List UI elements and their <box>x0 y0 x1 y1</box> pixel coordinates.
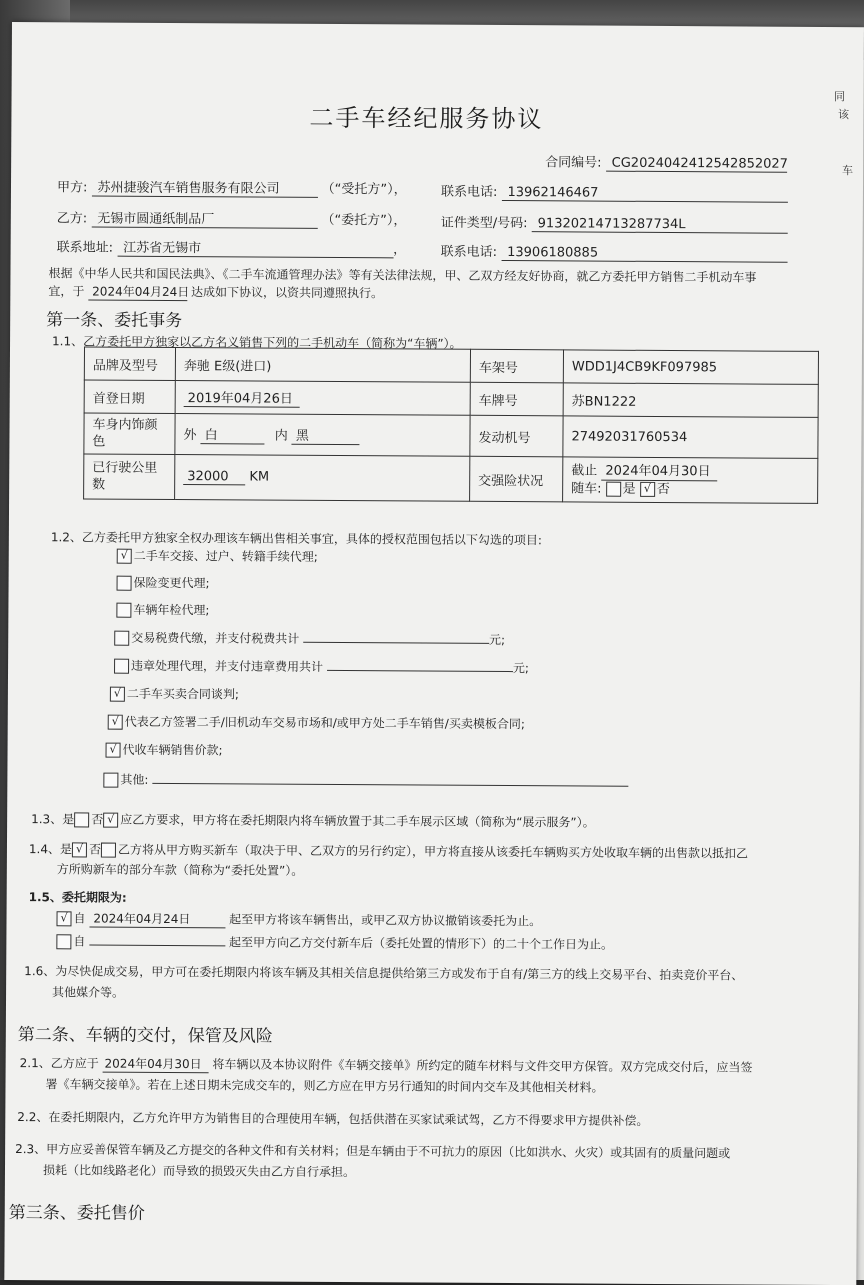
tax-amount-field[interactable] <box>303 630 489 644</box>
address-value: 江苏省无锡市 <box>117 237 393 259</box>
option-4-checkbox[interactable] <box>114 631 129 646</box>
exterior-color: 白 <box>201 424 265 444</box>
brand-label: 品牌及型号 <box>84 347 175 381</box>
option-item: 车辆年检代理; <box>116 601 209 619</box>
mileage-label: 已行驶公里数 <box>84 454 175 500</box>
reg-value: 2019年04月26日 <box>184 387 300 408</box>
interior-color: 黑 <box>292 425 360 445</box>
article-2-heading: 第二条、车辆的交付，保管及风险 <box>17 1025 273 1047</box>
clause-1-1: 1.1、乙方委托甲方独家以乙方名义销售下列的二手机动车（简称为“车辆”）。 <box>52 334 462 351</box>
insurance-cell: 截止 2024年04月30日 随车: 是 √ 否 <box>563 457 818 504</box>
clause-2-1-line-1: 2.1、乙方应于 2024年04月30日 将车辆以及本协议附件《车辆交接单》所约定的随车材料与文件交甲方保管。双方完成交付后，应当签 <box>19 1056 753 1075</box>
clause-1-3: 1.3、是 否 √ 应乙方要求，甲方将在委托期限内将车辆放置于其二手车展示区域（简称为“展示服务”）。 <box>31 812 595 830</box>
option-item: √ 二手车交接、过户、转籍手续代理; <box>117 547 318 565</box>
clause-2-2: 2.2、在委托期限内，乙方允许甲方为销售目的合理使用车辆，包括供潜在买家试乘试驾，乙方不得要求甲方提供补偿。 <box>17 1110 649 1128</box>
option-1-checkbox[interactable]: √ <box>117 549 132 564</box>
engine-value: 27492031760534 <box>563 416 818 459</box>
term-a-date: 2024年04月24日 <box>89 909 225 928</box>
brand-value: 奔驰 E级(进口) <box>175 348 470 383</box>
term-b-checkbox[interactable] <box>56 934 71 949</box>
option-2-checkbox[interactable] <box>117 576 132 591</box>
color-cell: 外 白 内 黑 <box>175 414 470 457</box>
address-row: 联系地址: 江苏省无锡市 ， <box>57 236 407 258</box>
plate-label: 车牌号 <box>470 382 563 416</box>
clause-1-4-line-2: 方所购新车的部分车款（简称为“委托处置”）。 <box>56 862 304 878</box>
article-1-heading: 第一条、委托事务 <box>46 310 183 332</box>
table-row <box>84 454 818 503</box>
option-5-checkbox[interactable] <box>114 659 129 674</box>
edge-text: 车 <box>842 164 853 177</box>
table-row <box>84 347 818 384</box>
plate-value: 苏BN1222 <box>563 383 818 418</box>
mileage-cell: 32000 KM <box>175 455 470 502</box>
insurance-date: 2024年04月30日 <box>601 462 717 481</box>
party-a-name: 苏州捷骏汽车销售服务有限公司 <box>91 176 317 197</box>
table-row <box>84 413 818 458</box>
option-item: 交易税费代缴，并支付税费共计 元; <box>114 629 505 648</box>
clause-2-1-line-2: 署《车辆交接单》。若在上述日期未完成交车的，则乙方应在甲方另行通知的时间内交车及其他相关材料。 <box>45 1077 604 1095</box>
reg-label: 首登日期 <box>84 380 175 414</box>
option-3-checkbox[interactable] <box>116 603 131 618</box>
party-b-name: 无锡市圆通纸制品厂 <box>91 207 317 228</box>
insurance-label: 交强险状况 <box>470 456 563 502</box>
clause-1-4-no-checkbox[interactable] <box>101 843 116 858</box>
clause-1-4-yes-checkbox[interactable]: √ <box>72 842 87 857</box>
vin-value: WDD1J4CB9KF097985 <box>563 350 818 385</box>
option-9-checkbox[interactable] <box>103 773 118 788</box>
party-a-phone-row: 联系电话: 13962146467 <box>441 181 788 203</box>
other-field[interactable] <box>152 771 628 787</box>
clause-2-3-line-2: 损耗（比如线路老化）而导致的损毁灭失由乙方自行承担。 <box>42 1163 356 1180</box>
clause-1-6-line-1: 1.6、为尽快促成交易，甲方可在委托期限内将该车辆及其相关信息提供给第三方或发布于自有/第三方的线上交易平台、拍卖竞价平台、 <box>24 964 744 983</box>
preamble-line-1: 根据《中华人民共和国民法典》、《二手车流通管理办法》等有关法律法规，甲、乙双方经友好协商，就乙方委托甲方销售二手机动车事 <box>48 266 757 285</box>
option-7-checkbox[interactable]: √ <box>108 715 123 730</box>
vin-label: 车架号 <box>470 349 563 383</box>
option-6-checkbox[interactable]: √ <box>110 687 125 702</box>
clause-1-5-option-b: 自 起至甲方向乙方交付新车后（委托处置的情形下）的二十个工作日为止。 <box>56 932 613 952</box>
table-row <box>84 380 818 417</box>
document-title: 二手车经纪服务协议 <box>309 103 544 134</box>
violation-amount-field[interactable] <box>327 658 513 672</box>
clause-1-3-no-checkbox[interactable]: √ <box>103 813 118 828</box>
edge-text: 该 <box>838 108 849 121</box>
article-3-heading: 第三条、委托售价 <box>8 1203 145 1224</box>
clause-1-5-title: 1.5、委托期限为: <box>28 890 127 905</box>
clause-2-3-line-1: 2.3、甲方应妥善保管车辆及乙方提交的各种文件和有关材料；但是车辆由于不可抗力的原因（比如洪水、火灾）或其固有的质量问题或 <box>15 1142 731 1161</box>
clause-1-5-option-a: √ 自 2024年04月24日 起至甲方将该车辆售出，或甲乙双方协议撤销该委托为止。 <box>56 909 541 930</box>
clause-1-3-yes-checkbox[interactable] <box>74 812 89 827</box>
engine-label: 发动机号 <box>470 415 563 457</box>
option-item: 违章处理代理，并支付违章费用共计 元; <box>114 657 529 677</box>
party-a-row: 甲方: 苏州捷骏汽车销售服务有限公司 （“受托方”）， <box>57 176 407 198</box>
party-b-phone: 13906180885 <box>501 245 787 263</box>
mileage-value: 32000 <box>183 469 245 485</box>
contract-number-value: CG2024042412542852027 <box>606 156 787 173</box>
contract-page <box>4 22 864 1285</box>
preamble-line-2: 宜，于 2024年04月24日 达成如下协议，以资共同遵照执行。 <box>48 284 384 301</box>
preamble-date: 2024年04月24日 <box>88 282 187 301</box>
option-item: 保险变更代理; <box>117 574 210 592</box>
party-b-phone-row: 联系电话: 13906180885 <box>441 241 788 263</box>
party-b-id-row: 证件类型/号码: 91320214713287734L <box>441 212 788 234</box>
option-item: √ 代表乙方签署二手/旧机动车交易市场和/或甲方处二手车销售/买卖模板合同; <box>108 713 525 733</box>
term-a-checkbox[interactable]: √ <box>56 911 71 926</box>
edge-text: 同 <box>834 90 845 103</box>
party-b-row: 乙方: 无锡市圆通纸制品厂 （“委托方”）， <box>57 207 407 229</box>
delivery-date: 2024年04月30日 <box>103 1055 209 1074</box>
contract-number: 合同编号: CG2024042412542852027 <box>545 155 789 172</box>
option-item: √ 代收车辆销售价款; <box>106 741 223 759</box>
option-item: √ 二手车买卖合同谈判; <box>110 685 239 703</box>
vehicle-table <box>83 346 819 503</box>
option-item: 其他: <box>103 771 628 791</box>
party-a-phone: 13962146467 <box>501 185 787 203</box>
option-8-checkbox[interactable]: √ <box>106 743 121 758</box>
clause-1-4: 1.4、是 √ 否 乙方将从甲方购买新车（取决于甲、乙双方的另行约定），甲方将直接从该委托车辆购买方处收取车辆的出售款以抵扣乙 <box>28 842 749 861</box>
term-b-date-field[interactable] <box>89 932 225 946</box>
color-label: 车身内饰颜色 <box>84 413 175 455</box>
clause-1-2: 1.2、乙方委托甲方独家全权办理该车辆出售相关事宜，具体的授权范围包括以下勾选的项目: <box>50 530 543 548</box>
insurance-no-checkbox[interactable]: √ <box>640 481 655 496</box>
reg-cell <box>175 381 470 416</box>
party-b-id: 91320214713287734L <box>532 216 788 234</box>
insurance-yes-checkbox[interactable] <box>606 481 621 496</box>
clause-1-6-line-2: 其他媒介等。 <box>52 985 125 1000</box>
